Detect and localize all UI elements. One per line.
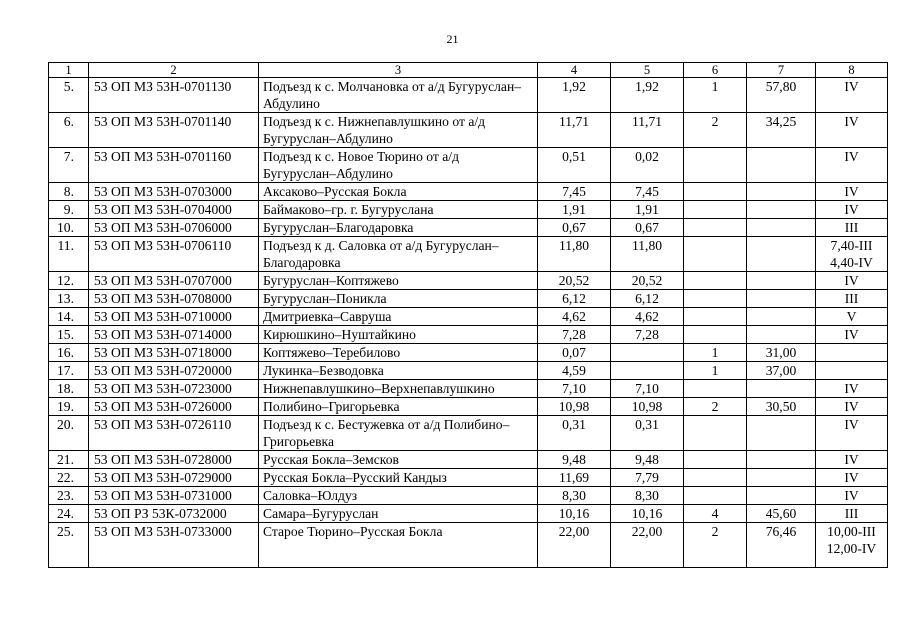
table-row [49,272,888,290]
column-5-cell: 7,10 [611,380,684,398]
column-7-cell: 45,60 [747,505,816,523]
row-number-cell: 13. [49,290,89,308]
column-5-cell: 1,92 [611,78,684,113]
column-6-cell [684,416,747,451]
row-number-cell: 5. [49,78,89,113]
column-6-cell: 2 [684,113,747,148]
row-number-cell: 23. [49,487,89,505]
table-row [49,201,888,219]
column-7-cell [747,451,816,469]
column-6-cell [684,201,747,219]
category-cell: III [816,290,888,308]
column-7-cell: 30,50 [747,398,816,416]
column-4-cell: 1,92 [538,78,611,113]
road-name-cell: Баймаково–гр. г. Бугуруслана [259,201,538,219]
road-name-cell: Подъезд к с. Бестужевка от а/д Полибино–Григорьевка [259,416,538,451]
column-header: 1 [49,63,89,78]
column-6-cell: 1 [684,344,747,362]
category-cell: 7,40-III 4,40-IV [816,237,888,272]
table-row [49,362,888,380]
column-4-cell: 7,45 [538,183,611,201]
road-code-cell: 53 ОП РЗ 53К-0732000 [89,505,259,523]
road-name-cell: Подъезд к с. Молчановка от а/д Бугуруслан–Абдулино [259,78,538,113]
category-cell: IV [816,487,888,505]
road-code-cell: 53 ОП МЗ 53Н-0723000 [89,380,259,398]
road-name-cell: Бугуруслан–Поникла [259,290,538,308]
column-7-cell [747,148,816,183]
column-6-cell [684,237,747,272]
category-cell: IV [816,113,888,148]
road-code-cell: 53 ОП МЗ 53Н-0718000 [89,344,259,362]
row-number-cell: 10. [49,219,89,237]
road-name-cell: Подъезд к с. Нижнепавлушкино от а/д Бугуруслан–Абдулино [259,113,538,148]
column-5-cell: 1,91 [611,201,684,219]
column-6-cell: 2 [684,523,747,568]
column-7-cell: 34,25 [747,113,816,148]
column-4-cell: 8,30 [538,487,611,505]
road-code-cell: 53 ОП МЗ 53Н-0701140 [89,113,259,148]
column-4-cell: 10,98 [538,398,611,416]
road-name-cell: Кирюшкино–Нуштайкино [259,326,538,344]
road-name-cell: Полибино–Григорьевка [259,398,538,416]
column-4-cell: 10,16 [538,505,611,523]
column-4-cell: 0,51 [538,148,611,183]
column-5-cell: 7,45 [611,183,684,201]
table-row [49,380,888,398]
road-code-cell: 53 ОП МЗ 53Н-0704000 [89,201,259,219]
category-cell: III [816,505,888,523]
road-code-cell: 53 ОП МЗ 53Н-0707000 [89,272,259,290]
row-number-cell: 24. [49,505,89,523]
road-name-cell: Нижнепавлушкино–Верхнепавлушкино [259,380,538,398]
category-cell: IV [816,201,888,219]
road-name-cell: Аксаково–Русская Бокла [259,183,538,201]
column-6-cell: 2 [684,398,747,416]
column-5-cell: 7,28 [611,326,684,344]
column-6-cell [684,380,747,398]
row-number-cell: 8. [49,183,89,201]
column-6-cell [684,308,747,326]
column-4-cell: 7,28 [538,326,611,344]
row-number-cell: 9. [49,201,89,219]
column-6-cell [684,148,747,183]
category-cell: III [816,219,888,237]
road-code-cell: 53 ОП МЗ 53Н-0710000 [89,308,259,326]
column-6-cell: 1 [684,362,747,380]
column-5-cell: 0,31 [611,416,684,451]
table-row [49,326,888,344]
column-6-cell [684,183,747,201]
table-row [49,523,888,568]
road-code-cell: 53 ОП МЗ 53Н-0703000 [89,183,259,201]
row-number-cell: 25. [49,523,89,568]
column-7-cell [747,469,816,487]
column-6-cell [684,451,747,469]
column-5-cell: 11,71 [611,113,684,148]
column-header: 5 [611,63,684,78]
table-row [49,469,888,487]
column-4-cell: 4,62 [538,308,611,326]
road-name-cell: Русская Бокла–Русский Кандыз [259,469,538,487]
column-7-cell: 31,00 [747,344,816,362]
row-number-cell: 7. [49,148,89,183]
column-7-cell [747,290,816,308]
column-7-cell [747,487,816,505]
category-cell [816,344,888,362]
row-number-cell: 14. [49,308,89,326]
road-name-cell: Бугуруслан–Коптяжево [259,272,538,290]
column-5-cell: 10,98 [611,398,684,416]
road-name-cell: Лукинка–Безводовка [259,362,538,380]
column-7-cell [747,219,816,237]
column-4-cell: 11,71 [538,113,611,148]
road-name-cell: Дмитриевка–Савруша [259,308,538,326]
row-number-cell: 6. [49,113,89,148]
column-4-cell: 0,67 [538,219,611,237]
road-code-cell: 53 ОП МЗ 53Н-0729000 [89,469,259,487]
row-number-cell: 22. [49,469,89,487]
category-cell [816,362,888,380]
column-6-cell: 4 [684,505,747,523]
road-name-cell: Бугуруслан–Благодаровка [259,219,538,237]
road-code-cell: 53 ОП МЗ 53Н-0731000 [89,487,259,505]
road-name-cell: Подъезд к с. Новое Тюрино от а/д Бугуруслан–Абдулино [259,148,538,183]
road-code-cell: 53 ОП МЗ 53Н-0706110 [89,237,259,272]
category-cell: V [816,308,888,326]
table-row [49,219,888,237]
column-6-cell [684,290,747,308]
column-header: 6 [684,63,747,78]
table-row [49,290,888,308]
category-cell: IV [816,416,888,451]
column-4-cell: 7,10 [538,380,611,398]
road-code-cell: 53 ОП МЗ 53Н-0714000 [89,326,259,344]
column-5-cell: 11,80 [611,237,684,272]
column-4-cell: 0,07 [538,344,611,362]
row-number-cell: 11. [49,237,89,272]
column-header: 3 [259,63,538,78]
category-cell: IV [816,380,888,398]
category-cell: IV [816,272,888,290]
table-row [49,487,888,505]
road-name-cell: Русская Бокла–Земсков [259,451,538,469]
row-number-cell: 18. [49,380,89,398]
road-code-cell: 53 ОП МЗ 53Н-0701160 [89,148,259,183]
category-cell: IV [816,469,888,487]
page-number: 21 [446,32,459,46]
table-body [49,63,888,568]
column-4-cell: 9,48 [538,451,611,469]
row-number-cell: 12. [49,272,89,290]
column-header: 8 [816,63,888,78]
table-row [49,451,888,469]
category-cell: IV [816,78,888,113]
table-row [49,113,888,148]
category-cell: IV [816,326,888,344]
column-5-cell: 0,02 [611,148,684,183]
road-name-cell: Коптяжево–Теребилово [259,344,538,362]
column-7-cell: 76,46 [747,523,816,568]
column-7-cell [747,237,816,272]
column-7-cell [747,201,816,219]
roads-table [48,62,888,568]
column-4-cell: 11,69 [538,469,611,487]
table-row [49,308,888,326]
column-6-cell [684,272,747,290]
road-code-cell: 53 ОП МЗ 53Н-0726110 [89,416,259,451]
category-cell: 10,00-III 12,00-IV [816,523,888,568]
row-number-cell: 19. [49,398,89,416]
table-row [49,183,888,201]
road-code-cell: 53 ОП МЗ 53Н-0701130 [89,78,259,113]
road-name-cell: Самара–Бугуруслан [259,505,538,523]
column-7-cell [747,183,816,201]
column-6-cell [684,219,747,237]
table-row [49,344,888,362]
road-code-cell: 53 ОП МЗ 53Н-0708000 [89,290,259,308]
column-7-cell [747,272,816,290]
table-row [49,416,888,451]
column-5-cell: 9,48 [611,451,684,469]
column-7-cell [747,380,816,398]
column-5-cell: 20,52 [611,272,684,290]
road-code-cell: 53 ОП МЗ 53Н-0728000 [89,451,259,469]
road-code-cell: 53 ОП МЗ 53Н-0733000 [89,523,259,568]
row-number-cell: 21. [49,451,89,469]
column-5-cell: 6,12 [611,290,684,308]
column-header: 7 [747,63,816,78]
column-4-cell: 6,12 [538,290,611,308]
column-7-cell [747,326,816,344]
column-header: 2 [89,63,259,78]
category-cell: IV [816,148,888,183]
table-header-row [49,63,888,78]
table-row [49,148,888,183]
row-number-cell: 16. [49,344,89,362]
row-number-cell: 15. [49,326,89,344]
category-cell: IV [816,398,888,416]
column-5-cell: 7,79 [611,469,684,487]
column-5-cell: 22,00 [611,523,684,568]
table-row [49,398,888,416]
column-7-cell: 57,80 [747,78,816,113]
column-4-cell: 1,91 [538,201,611,219]
road-code-cell: 53 ОП МЗ 53Н-0706000 [89,219,259,237]
column-header: 4 [538,63,611,78]
column-4-cell: 20,52 [538,272,611,290]
road-code-cell: 53 ОП МЗ 53Н-0720000 [89,362,259,380]
column-4-cell: 11,80 [538,237,611,272]
column-4-cell: 22,00 [538,523,611,568]
road-code-cell: 53 ОП МЗ 53Н-0726000 [89,398,259,416]
column-5-cell: 10,16 [611,505,684,523]
column-7-cell: 37,00 [747,362,816,380]
table-row [49,237,888,272]
road-name-cell: Старое Тюрино–Русская Бокла [259,523,538,568]
column-5-cell [611,362,684,380]
column-4-cell: 4,59 [538,362,611,380]
category-cell: IV [816,183,888,201]
column-6-cell: 1 [684,78,747,113]
column-6-cell [684,469,747,487]
road-name-cell: Саловка–Юлдуз [259,487,538,505]
category-cell: IV [816,451,888,469]
column-4-cell: 0,31 [538,416,611,451]
road-name-cell: Подъезд к д. Саловка от а/д Бугуруслан–Благодаровка [259,237,538,272]
table-row [49,78,888,113]
column-5-cell: 8,30 [611,487,684,505]
column-6-cell [684,487,747,505]
column-7-cell [747,416,816,451]
table-row [49,505,888,523]
row-number-cell: 20. [49,416,89,451]
column-5-cell: 0,67 [611,219,684,237]
row-number-cell: 17. [49,362,89,380]
column-5-cell: 4,62 [611,308,684,326]
column-6-cell [684,326,747,344]
column-5-cell [611,344,684,362]
column-7-cell [747,308,816,326]
